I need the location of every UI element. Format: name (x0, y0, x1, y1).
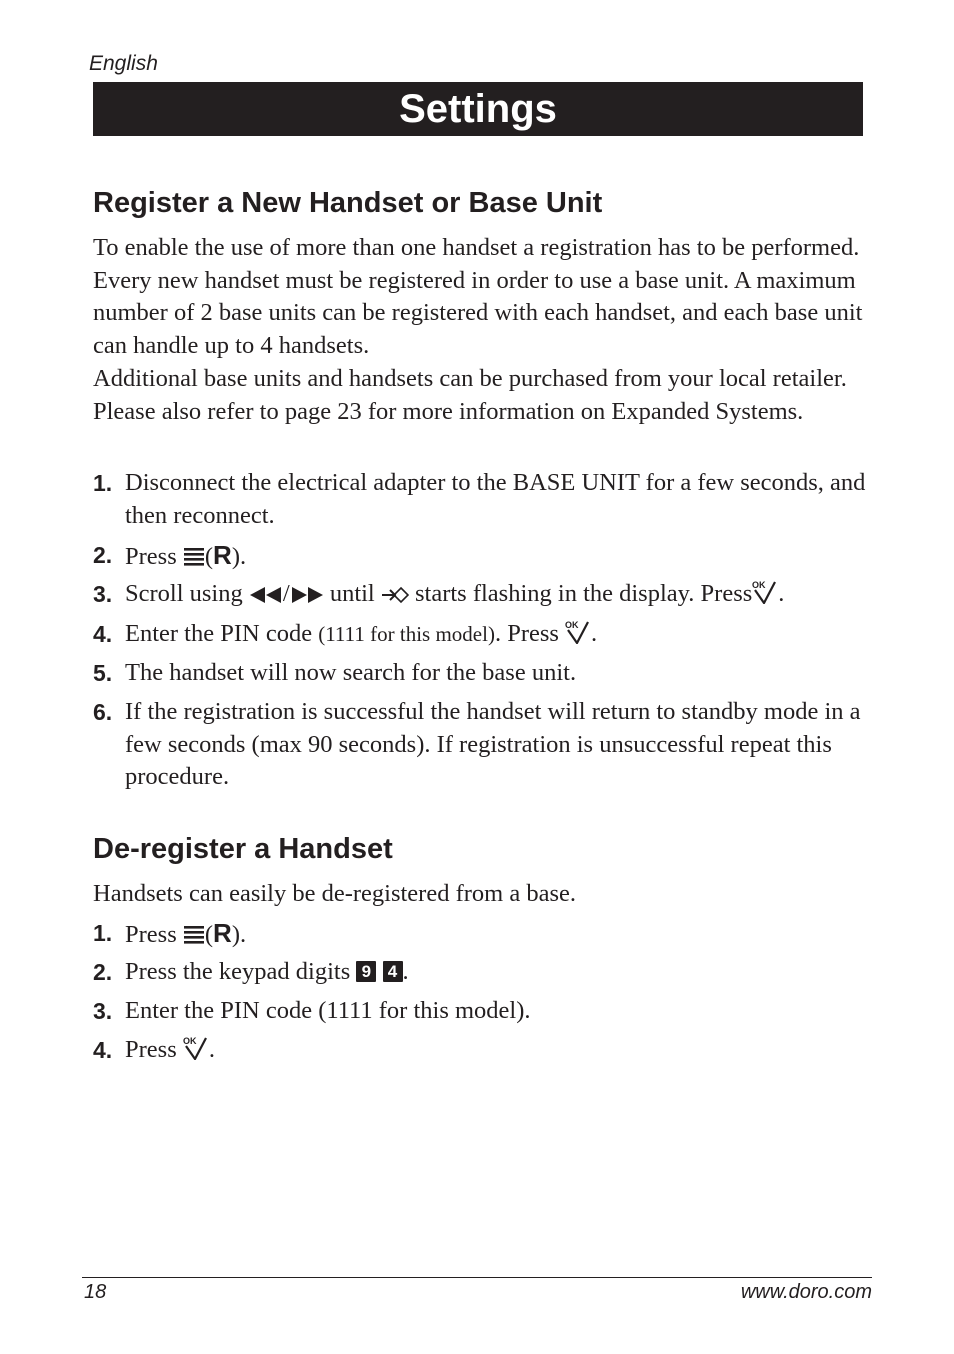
step-number: 3. (93, 998, 113, 1024)
register-step-5 (93, 657, 868, 690)
register-icon (381, 586, 409, 604)
scroll-forward-icon (290, 586, 324, 604)
register-intro (93, 232, 868, 428)
register-step-3: 3. Scroll using / until starts flashing in the display. Press OK . (93, 578, 868, 611)
svg-text:OK: OK (565, 620, 579, 630)
register-step-1 (93, 467, 868, 532)
r-key: R (213, 540, 232, 570)
step-number: 2. (93, 542, 113, 568)
menu-icon (183, 925, 205, 945)
register-step-6 (93, 696, 868, 794)
ok-icon (183, 1036, 209, 1060)
deregister-intro: Handsets can easily be de-registered from a base. (93, 880, 576, 907)
scroll-back-icon (249, 586, 283, 604)
page-title: Settings (93, 82, 863, 136)
step-number: 6. (93, 699, 113, 725)
step-number: 4. (93, 621, 113, 647)
footer-divider (82, 1277, 872, 1278)
paragraph: To enable the use of more than one handset a registration has to be performed. Every new handset must be registered in order to use a base unit. A maximum number of 2 base units can be registered with each handset, and each base unit can handle up to 4 handsets. (93, 234, 863, 360)
deregister-step-4: 4. Press OK . (93, 1034, 868, 1067)
step-number: 3. (93, 581, 113, 607)
step-number: 5. (93, 660, 113, 686)
page-number: 18 (84, 1281, 107, 1303)
svg-text:OK: OK (752, 580, 766, 590)
step-text: Press (125, 543, 177, 570)
paragraph: Additional base units and handsets can be purchased from your local retailer. (93, 364, 847, 392)
step-text: Disconnect the electrical adapter to the BASE UNIT for a few seconds, and then reconnect. (125, 469, 866, 529)
step-text: The handset will now search for the base unit. (125, 659, 577, 686)
step-text: If the registration is successful the handset will return to standby mode in a few seconds (max 90 seconds). If registration is unsuccessful repeat this procedure. (125, 698, 861, 791)
paragraph: Please also refer to page 23 for more information on Expanded Systems. (93, 397, 804, 425)
step-number: 1. (93, 920, 113, 946)
step-number: 2. (93, 959, 113, 985)
deregister-step-1: 1. Press (R). (93, 918, 247, 948)
register-step-4: 4. Enter the PIN code (1111 for this model). Press OK . (93, 618, 868, 651)
register-step-2: 2. Press (R). (93, 540, 247, 570)
keypad-digit-4: 4 (383, 961, 403, 982)
keypad-digit-9: 9 (356, 961, 376, 982)
step-number: 4. (93, 1037, 113, 1063)
ok-icon (565, 620, 591, 644)
step-number: 1. (93, 470, 113, 496)
step-text: Enter the PIN code (1111 for this model). (125, 997, 531, 1024)
svg-text:OK: OK (182, 1036, 197, 1046)
r-key: R (213, 918, 232, 948)
ok-icon (752, 580, 778, 604)
section-heading-deregister: De-register a Handset (93, 833, 393, 865)
language-label: English (89, 52, 158, 75)
deregister-step-2: 2. Press the keypad digits 9 4 . (93, 956, 868, 989)
deregister-step-3 (93, 995, 868, 1028)
section-heading-register: Register a New Handset or Base Unit (93, 187, 603, 219)
menu-icon (183, 547, 205, 567)
footer-url: www.doro.com (740, 1281, 872, 1303)
